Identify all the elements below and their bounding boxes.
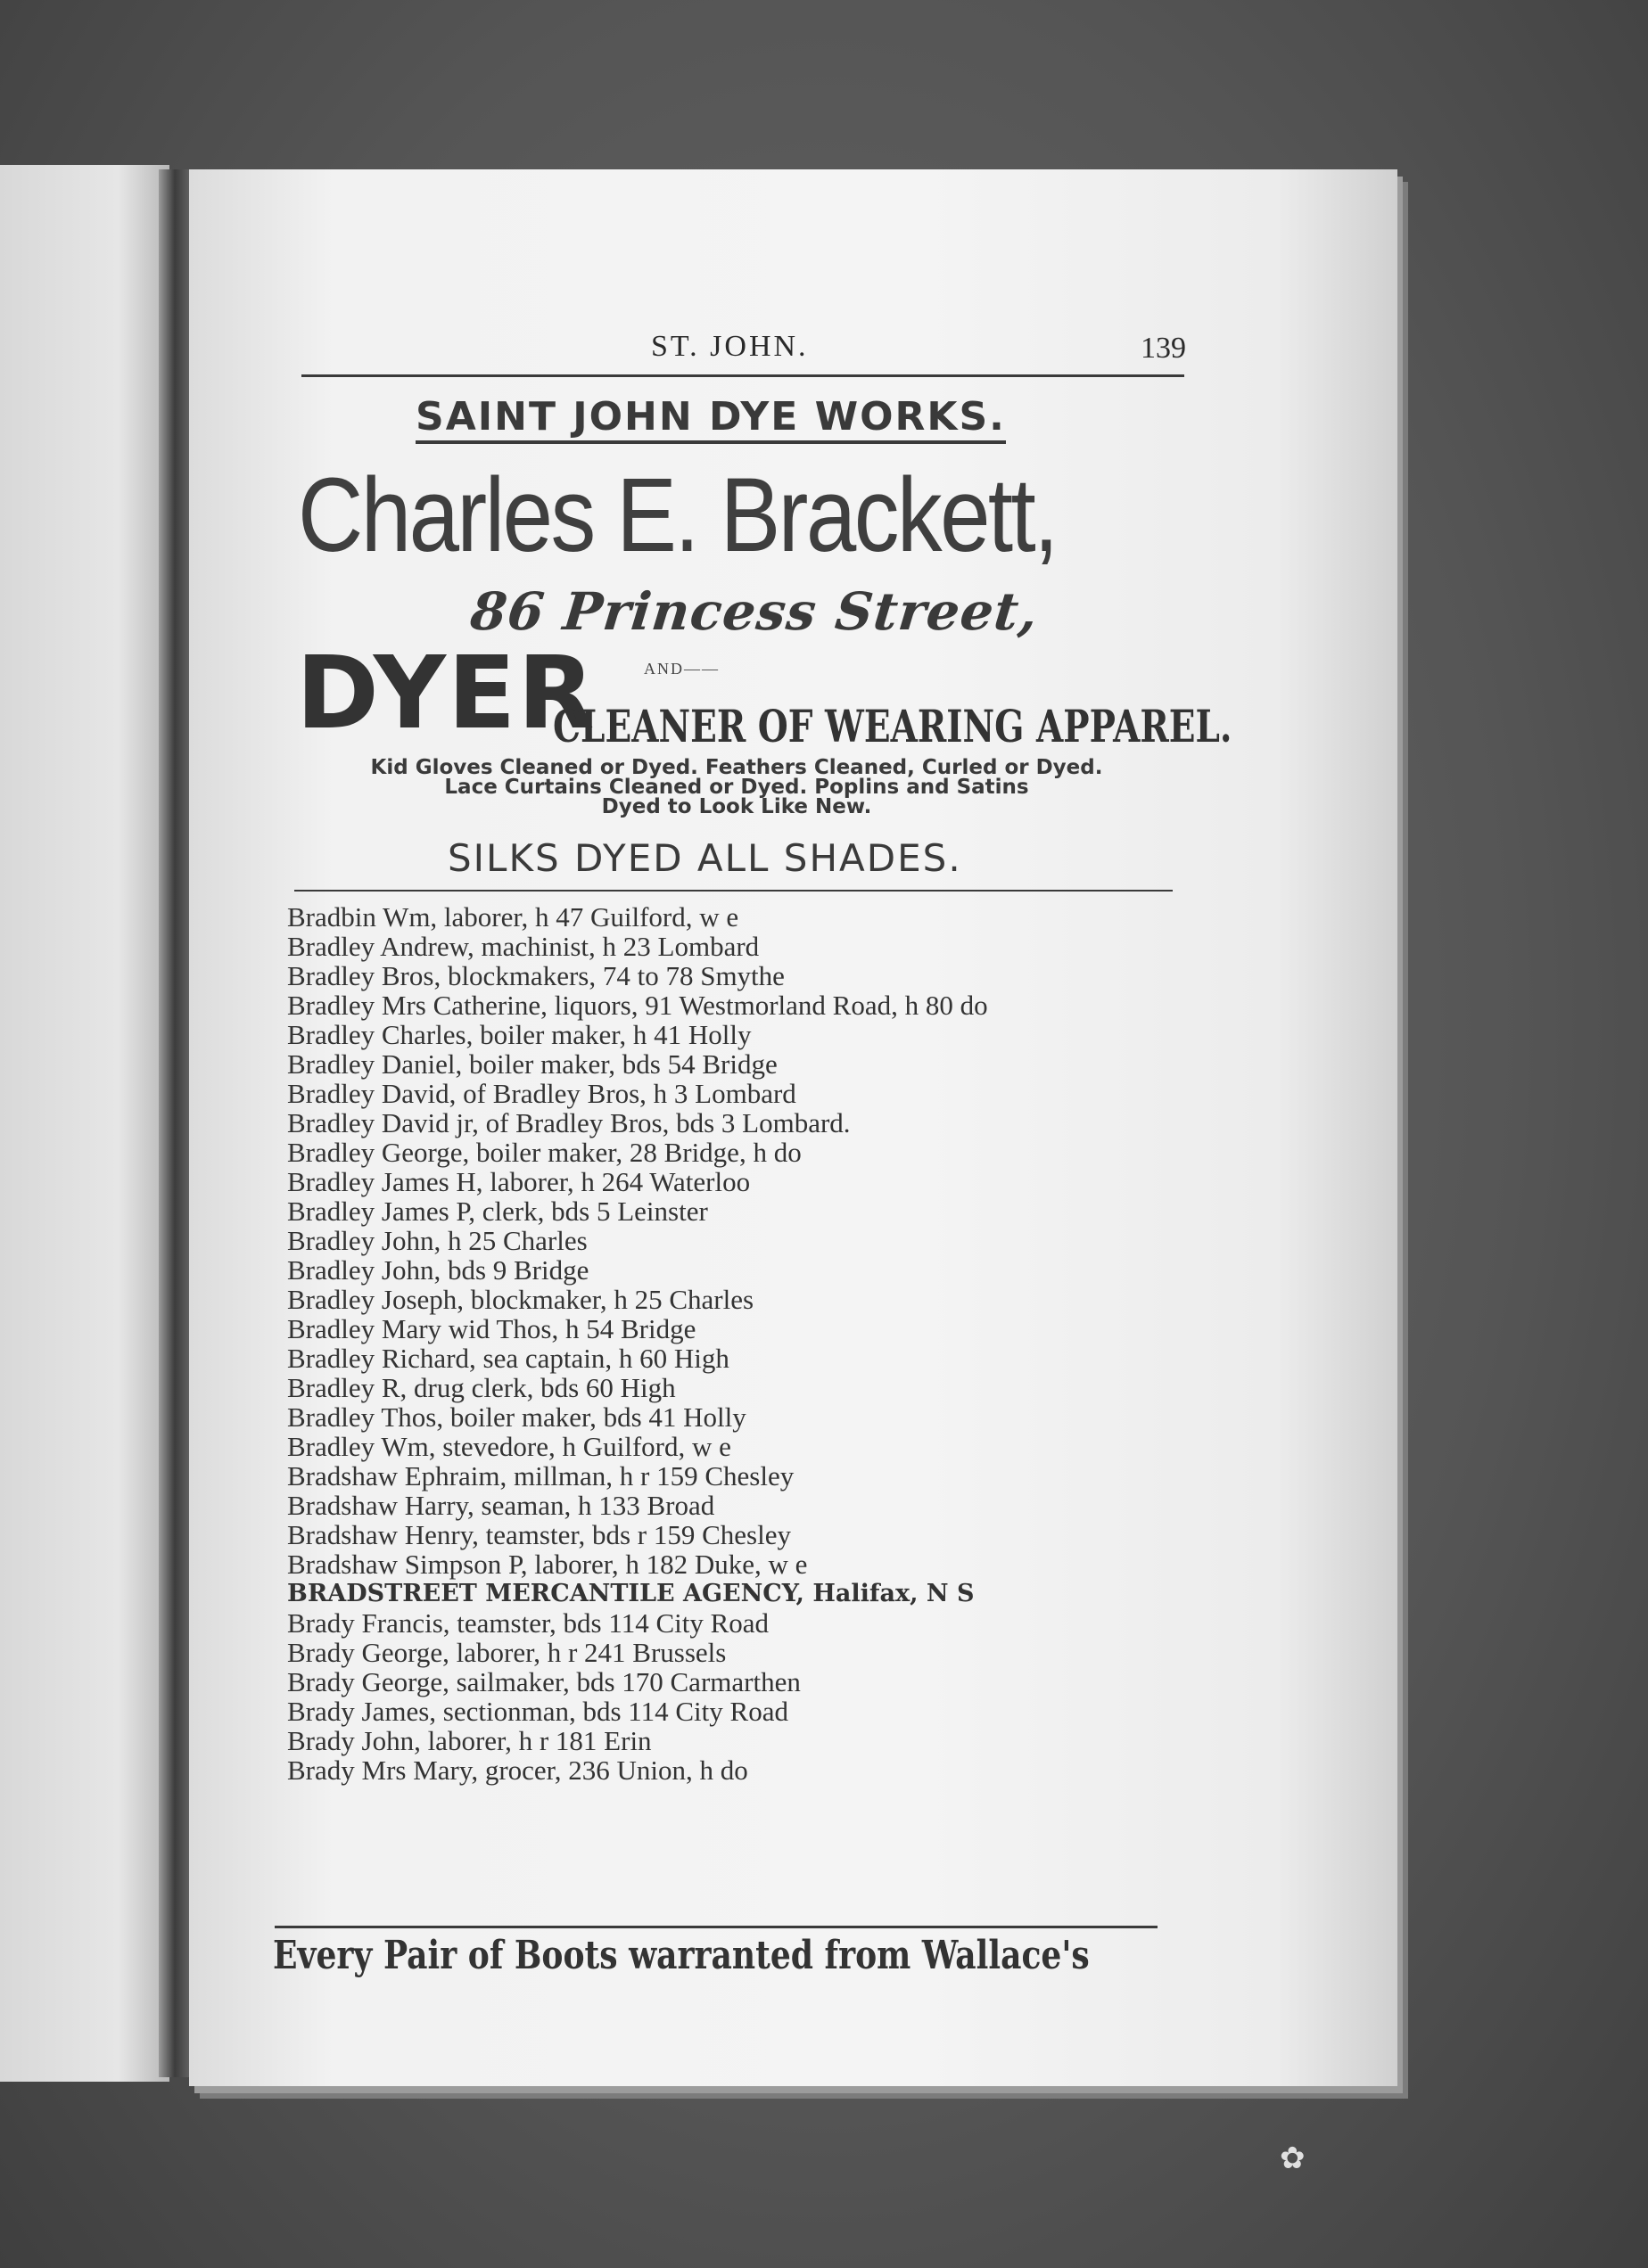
footer-rule bbox=[275, 1926, 1158, 1928]
directory-entry: Bradley Thos, boiler maker, bds 41 Holly bbox=[287, 1401, 746, 1433]
ad-and: AND—— bbox=[644, 660, 720, 678]
directory-entry: Bradbin Wm, laborer, h 47 Guilford, w e bbox=[287, 901, 739, 933]
directory-entry: Brady George, laborer, h r 241 Brussels bbox=[287, 1637, 727, 1668]
directory-entry-featured: BRADSTREET MERCANTILE AGENCY, Halifax, N S bbox=[287, 1580, 975, 1607]
facing-page-edge bbox=[0, 165, 169, 2082]
footer-advertisement: Every Pair of Boots warranted from Wallace's bbox=[273, 1933, 1090, 1978]
ad-address: 86 Princess Street, bbox=[467, 581, 1042, 642]
directory-entry: Bradley Mary wid Thos, h 54 Bridge bbox=[287, 1313, 696, 1344]
ad-service-line: Dyed to Look Like New. bbox=[601, 795, 872, 818]
ad-cleaner: CLEANER OF WEARING APPAREL. bbox=[553, 700, 1232, 752]
directory-entry: Bradshaw Henry, teamster, bds r 159 Chesley bbox=[287, 1519, 791, 1550]
ad-dyer: DYER bbox=[296, 636, 597, 752]
directory-entry: Bradshaw Harry, seaman, h 133 Broad bbox=[287, 1490, 715, 1521]
directory-entry: Bradley James P, clerk, bds 5 Leinster bbox=[287, 1196, 708, 1227]
directory-entry: Bradley James H, laborer, h 264 Waterloo bbox=[287, 1166, 751, 1197]
directory-entry: Brady James, sectionman, bds 114 City Road bbox=[287, 1696, 788, 1727]
directory-entry: Brady George, sailmaker, bds 170 Carmarthen bbox=[287, 1666, 801, 1697]
directory-entry: Bradley Joseph, blockmaker, h 25 Charles bbox=[287, 1284, 754, 1315]
ad-service-line: Lace Curtains Cleaned or Dyed. Poplins and Satins bbox=[444, 776, 1029, 799]
directory-entry: Bradley Daniel, boiler maker, bds 54 Bridge bbox=[287, 1048, 778, 1080]
ad-and-text: AND bbox=[644, 660, 684, 678]
directory-entry: Bradley David, of Bradley Bros, h 3 Lombard bbox=[287, 1078, 796, 1109]
page-number: 139 bbox=[1141, 332, 1186, 365]
running-head: ST. JOHN. bbox=[651, 330, 809, 363]
directory-entry: Bradley George, boiler maker, 28 Bridge, h do bbox=[287, 1137, 802, 1168]
directory-entry: Bradley Richard, sea captain, h 60 High bbox=[287, 1343, 729, 1374]
directory-entries bbox=[287, 902, 1232, 1785]
directory-entry: Bradley R, drug clerk, bds 60 High bbox=[287, 1372, 676, 1403]
directory-entry: Bradley Bros, blockmakers, 74 to 78 Smythe bbox=[287, 960, 785, 991]
directory-entry: Bradshaw Ephraim, millman, h r 159 Chesley bbox=[287, 1460, 795, 1491]
directory-entry: Bradley Andrew, machinist, h 23 Lombard bbox=[287, 931, 760, 962]
directory-entry: Bradley Charles, boiler maker, h 41 Holly bbox=[287, 1019, 752, 1050]
ad-service-line: Kid Gloves Cleaned or Dyed. Feathers Cleaned, Curled or Dyed. bbox=[370, 756, 1103, 779]
ad-silks: SILKS DYED ALL SHADES. bbox=[448, 836, 962, 880]
page-header bbox=[303, 321, 1186, 374]
header-rule bbox=[301, 374, 1184, 377]
directory-entry: Brady Francis, teamster, bds 114 City Road bbox=[287, 1607, 770, 1639]
directory-entry: Bradley David jr, of Bradley Bros, bds 3 Lombard. bbox=[287, 1107, 851, 1138]
ad-proprietor-name: Charles E. Brackett, bbox=[298, 456, 1057, 574]
directory-entry: Bradley John, bds 9 Bridge bbox=[287, 1254, 589, 1286]
ad-services bbox=[291, 758, 1182, 817]
paper-blemish-icon: ✿ bbox=[1280, 2142, 1306, 2175]
directory-entry: Brady John, laborer, h r 181 Erin bbox=[287, 1725, 652, 1756]
directory-entry: Brady Mrs Mary, grocer, 236 Union, h do bbox=[287, 1754, 748, 1786]
directory-entry: Bradley Mrs Catherine, liquors, 91 Westmorland Road, h 80 do bbox=[287, 990, 988, 1021]
ad-title: SAINT JOHN DYE WORKS. bbox=[416, 394, 1006, 444]
directory-entry: Bradley John, h 25 Charles bbox=[287, 1225, 588, 1256]
directory-entry: Bradley Wm, stevedore, h Guilford, w e bbox=[287, 1431, 731, 1462]
ad-bottom-rule bbox=[294, 890, 1173, 892]
directory-entry: Bradshaw Simpson P, laborer, h 182 Duke, w e bbox=[287, 1549, 808, 1580]
